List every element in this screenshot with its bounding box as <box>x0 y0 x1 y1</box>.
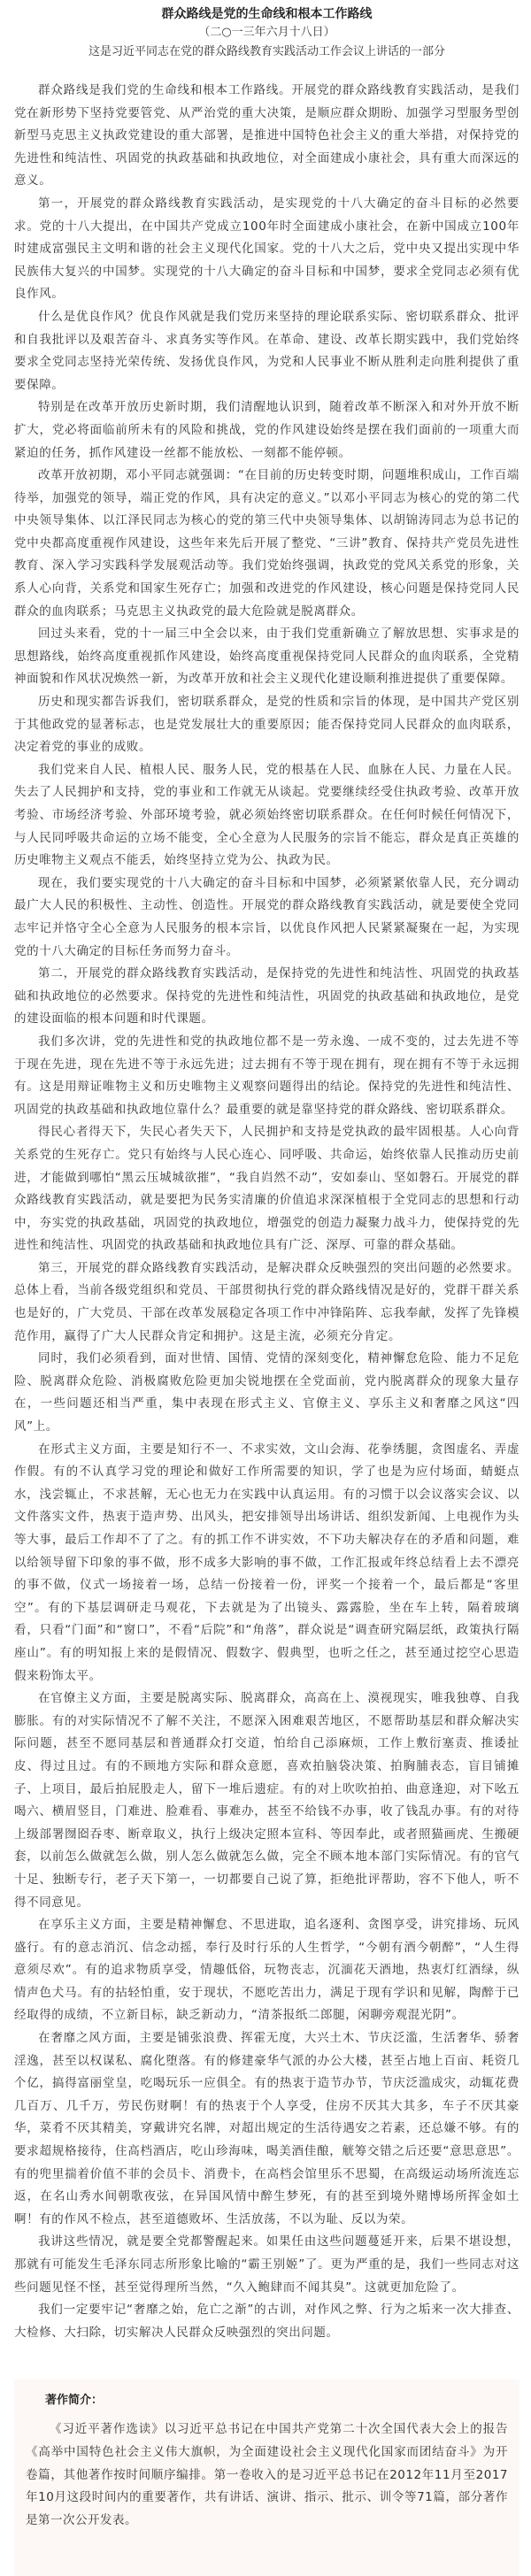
paragraph: 得民心者得天下，失民心者失天下，人民拥护和支持是党执政的最牢固根基。人心向背关系党的生死存亡。党只有始终与人民心连心、同呼吸、共命运，始终依靠人民推动历史前进，才能做到哪怕“黑云压城城欲摧”，“我自岿然不动”，安如泰山、坚如磐石。开展党的群众路线教育实践活动，就是要把为民务实清廉的价值追求深深植根于全党同志的思想和行动中，夯实党的执政基础，巩固党的执政地位，增强党的创造力凝聚力战斗力，使保持党的先进性和纯洁性、巩固党的执政基础和执政地位具有广泛、深厚、可靠的群众基础。 <box>14 1125 519 1253</box>
book-intro-box <box>14 2380 519 2576</box>
article-date: （二○一三年六月十八日） <box>198 26 335 39</box>
paragraph: 什么是优良作风？优良作风就是我们党历来坚持的理论联系实际、密切联系群众、批评和自我批评以及艰苦奋斗、求真务实等作风。在革命、建设、改革长期实践中，我们党始终要求全党同志坚持光荣传统、发扬优良作风，为党和人民事业不断从胜利走向胜利提供了重要保障。 <box>14 309 519 392</box>
paragraph: 在奢靡之风方面，主要是铺张浪费、挥霍无度，大兴土木、节庆泛滥，生活奢华、骄奢淫逸，甚至以权谋私、腐化堕落。有的修建豪华气派的办公大楼，甚至占地上百亩、耗资几个亿，搞得富丽堂皇，吃喝玩乐一应俱全。有的热衷于造节办节，节庆泛滥成灾，动辄花费几百万、几千万，劳民伤财啊！有的热衷于个人享受，住房不厌其大其多，车子不厌其豪华，菜肴不厌其精美，穿戴讲究名牌，对超出规定的生活待遇安之若素，还总嫌不够。有的要求超规格接待，住高档酒店，吃山珍海味，喝美酒佳酿，觥筹交错之后还要“意思意思”。有的兜里揣着价值不菲的会员卡、消费卡，在高档会馆里乐不思蜀，在高级运动场所流连忘返，在名山秀水间朝歌夜弦，在异国风情中醉生梦死，有的甚至到境外赌博场所挥金如土啊！有的作风不检点，甚至道德败坏、生活放荡，不以为耻、反以为荣。 <box>14 2031 519 2226</box>
paragraph: 第二，开展党的群众路线教育实践活动，是保持党的先进性和纯洁性、巩固党的执政基础和执政地位的必然要求。保持党的先进性和纯洁性，巩固党的执政基础和执政地位，是党的建设面临的根本问题和时代课题。 <box>14 966 519 1027</box>
paragraph: 第三，开展党的群众路线教育实践活动，是解决群众反映强烈的突出问题的必然要求。总体上看，当前各级党组织和党员、干部贯彻执行党的群众路线情况是好的，党群干群关系也是好的，广大党员、干部在改革发展稳定各项工作中冲锋陷阵、忘我奉献，发挥了先锋模范作用，赢得了广大人民群众肯定和拥护。这是主流，必须充分肯定。 <box>14 1260 519 1343</box>
paragraph: 我讲这些情况，就是要全党都警醒起来。如果任由这些问题蔓延开来，后果不堪设想，那就有可能发生毛泽东同志所形象比喻的“霸王别姬”了。更为严重的是，我们一些同志对这些问题见怪不怪，甚至觉得理所当然，“久入鲍肆而不闻其臭”。这就更加危险了。 <box>14 2234 519 2295</box>
paragraph: 同时，我们必须看到，面对世情、国情、党情的深刻变化，精神懈怠危险、能力不足危险、脱离群众危险、消极腐败危险更加尖锐地摆在全党面前，党内脱离群众的现象大量存在，一些问题还相当严重，集中表现在形式主义、官僚主义、享乐主义和奢靡之风这“四风”上。 <box>14 1351 519 1434</box>
paragraph: 群众路线是我们党的生命线和根本工作路线。开展党的群众路线教育实践活动，是我们党在新形势下坚持党要管党、从严治党的重大决策，是顺应群众期盼、加强学习型服务型创新型马克思主义执政党建设的重大部署，是推进中国特色社会主义的重大举措，对保持党的先进性和纯洁性、巩固党的执政基础和执政地位，对全面建成小康社会，具有重大而深远的意义。 <box>14 83 519 188</box>
paragraph: 我们一定要牢记“奢靡之始，危亡之渐”的古训，对作风之弊、行为之垢来一次大排查、大检修、大扫除，切实解决人民群众反映强烈的突出问题。 <box>14 2303 519 2340</box>
paragraph: 历史和现实都告诉我们，密切联系群众，是党的性质和宗旨的体现，是中国共产党区别于其他政党的显著标志，也是党发展壮大的重要原因；能否保持党同人民群众的血肉联系，决定着党的事业的成败。 <box>14 695 519 755</box>
paragraph: 我们多次讲，党的先进性和党的执政地位都不是一劳永逸、一成不变的，过去先进不等于现在先进，现在先进不等于永远先进；过去拥有不等于现在拥有，现在拥有不等于永远拥有。这是用辩证唯物主义和历史唯物主义观察问题得出的结论。保持党的先进性和纯洁性、巩固党的执政基础和执政地位靠什么？最重要的就是靠坚持党的群众路线、密切联系群众。 <box>14 1034 519 1117</box>
paragraph: 在官僚主义方面，主要是脱离实际、脱离群众，高高在上、漠视现实，唯我独尊、自我膨胀。有的对实际情况不了解不关注，不愿深入困难艰苦地区，不愿帮助基层和群众解决实际问题，甚至不愿同基层和普通群众打交道，怕给自己添麻烦，工作上敷衍塞责、推诿扯皮、得过且过。有的不顾地方实际和群众意愿，喜欢拍脑袋决策、拍胸脯表态，盲目铺摊子、上项目，最后拍屁股走人，留下一堆后遗症。有的对上吹吹拍拍、曲意逢迎，对下吆五喝六、横眉竖目，门难进、脸难看、事难办，甚至不给钱不办事，收了钱乱办事。有的对待上级部署囫囵吞枣、断章取义，执行上级决定照本宣科、等因奉此，或者照猫画虎、生搬硬套，以前怎么做就怎么做，别人怎么做就怎么做，完全不顾本地本部门实际情况。有的官气十足、独断专行，老子天下第一，一切都要自己说了算，拒绝批评帮助，容不下他人，听不得不同意见。 <box>14 1691 519 1910</box>
book-intro-text: 《习近平著作选读》以习近平总书记在中国共产党第二十次全国代表大会上的报告《高举中国特色社会主义伟大旗帜，为全面建设社会主义现代化国家而团结奋斗》为开卷篇，其他著作按时间顺序编排。第一卷收入的是习近平总书记在2012年11月至2017年10月这段时间内的重要著作，共有讲话、演讲、指示、批示、训令等71篇，部分著作是第一次公开发表。 <box>26 2422 508 2527</box>
paragraph: 改革开放初期，邓小平同志就强调：“在目前的历史转变时期，问题堆积成山，工作百端待举，加强党的领导，端正党的作风，具有决定的意义。”以邓小平同志为核心的党的第二代中央领导集体、以江泽民同志为核心的党的第三代中央领导集体、以胡锦涛同志为总书记的党中央都高度重视作风建设，这些年来先后开展了整党、“三讲”教育、保持共产党员先进性教育、深入学习实践科学发展观活动等。我们党始终强调，执政党的党风关系党的形象，关系人心向背，关系党和国家生死存亡；加强和改进党的作风建设，核心问题是保持党同人民群众的血肉联系；马克思主义执政党的最大危险就是脱离群众。 <box>14 468 519 619</box>
article-title: 群众路线是党的生命线和根本工作路线 <box>161 7 373 21</box>
paragraph: 特别是在改革开放历史新时期，我们清醒地认识到，随着改革不断深入和对外开放不断扩大，党必将面临前所未有的风险和挑战，党的作风建设始终是摆在我们面前的一项重大而紧迫的任务，抓作风建设一丝都不能放松、一刻都不能停顿。 <box>14 400 519 460</box>
paragraph: 在形式主义方面，主要是知行不一、不求实效，文山会海、花拳绣腿，贪图虚名、弄虚作假。有的不认真学习党的理论和做好工作所需要的知识，学了也是为应付场面，蜻蜓点水，浅尝辄止，不求甚解，无心也无力在实践中认真运用。有的习惯于以会议落实会议、以文件落实文件，热衷于造声势、出风头，把安排领导出场讲话、组织发新闻、上电视作为头等大事，最后工作却不了了之。有的抓工作不讲实效，不下功夫解决存在的矛盾和问题，难以给领导留下印象的事不做，形不成多大影响的事不做，工作汇报或年终总结看上去不漂亮的事不做，仪式一场接着一场，总结一份接着一份，评奖一个接着一个，最后都是“客里空”。有的下基层调研走马观花，下去就是为了出镜头、露露脸，坐在车上转，隔着玻璃看，只看“门面”和“窗口”，不看“后院”和“角落”，群众说是“调查研究隔层纸，政策执行隔座山”。有的明知报上来的是假情况、假数字、假典型，也听之任之，甚至通过挖空心思造假来粉饰太平。 <box>14 1442 519 1683</box>
article <box>0 5 531 2344</box>
paragraph: 第一，开展党的群众路线教育实践活动，是实现党的十八大确定的奋斗目标的必然要求。党的十八大提出，在中国共产党成立100年时全面建成小康社会，在新中国成立100年时建成富强民主文明和谐的社会主义现代化国家。党的十八大之后，党中央又提出实现中华民族伟大复兴的中国梦。实现党的十八大确定的奋斗目标和中国梦，要求全党同志必须有优良作风。 <box>14 196 519 302</box>
paragraph: 在享乐主义方面，主要是精神懈怠、不思进取，追名逐利、贪图享受，讲究排场、玩风盛行。有的意志消沉、信念动摇，奉行及时行乐的人生哲学，“今朝有酒今朝醉”，“人生得意须尽欢”。有的追求物质享受，情趣低俗，玩物丧志，沉湎花天酒地，热衷灯红酒绿，纵情声色犬马。有的拈轻怕重，安于现状，不愿吃苦出力，满足于现有学识和见解，陶醉于已经取得的成绩，不立新目标，缺乏新动力，“清茶报纸二郎腿，闲聊旁观混光阴”。 <box>14 1918 519 2023</box>
paragraph: 现在，我们要实现党的十八大确定的奋斗目标和中国梦，必须紧紧依靠人民，充分调动最广大人民的积极性、主动性、创造性。开展党的群众路线教育实践活动，就是要使全党同志牢记并恪守全心全意为人民服务的根本宗旨，以优良作风把人民紧紧凝聚在一起，为实现党的十八大确定的目标任务而努力奋斗。 <box>14 875 519 958</box>
paragraph: 回过头来看，党的十一届三中全会以来，由于我们党重新确立了解放思想、实事求是的思想路线，始终高度重视抓作风建设，始终高度重视保持党同人民群众的血肉联系，全党精神面貌和作风状况焕然一新，为改革开放和社会主义现代化建设顺利推进提供了重要保障。 <box>14 627 519 687</box>
article-body <box>14 80 519 2344</box>
book-intro-heading: 著作简介： <box>45 2394 104 2408</box>
article-note: 这是习近平同志在党的群众路线教育实践活动工作会议上讲话的一部分 <box>88 45 445 58</box>
paragraph: 我们党来自人民、植根人民、服务人民，党的根基在人民、血脉在人民、力量在人民。失去了人民拥护和支持，党的事业和工作就无从谈起。党要继续经受住执政考验、改革开放考验、市场经济考验、外部环境考验，就必须始终密切联系群众。在任何时候任何情况下，与人民同呼吸共命运的立场不能变，全心全意为人民服务的宗旨不能忘，群众是真正英雄的历史唯物主义观点不能丢，始终坚持立党为公、执政为民。 <box>14 762 519 868</box>
